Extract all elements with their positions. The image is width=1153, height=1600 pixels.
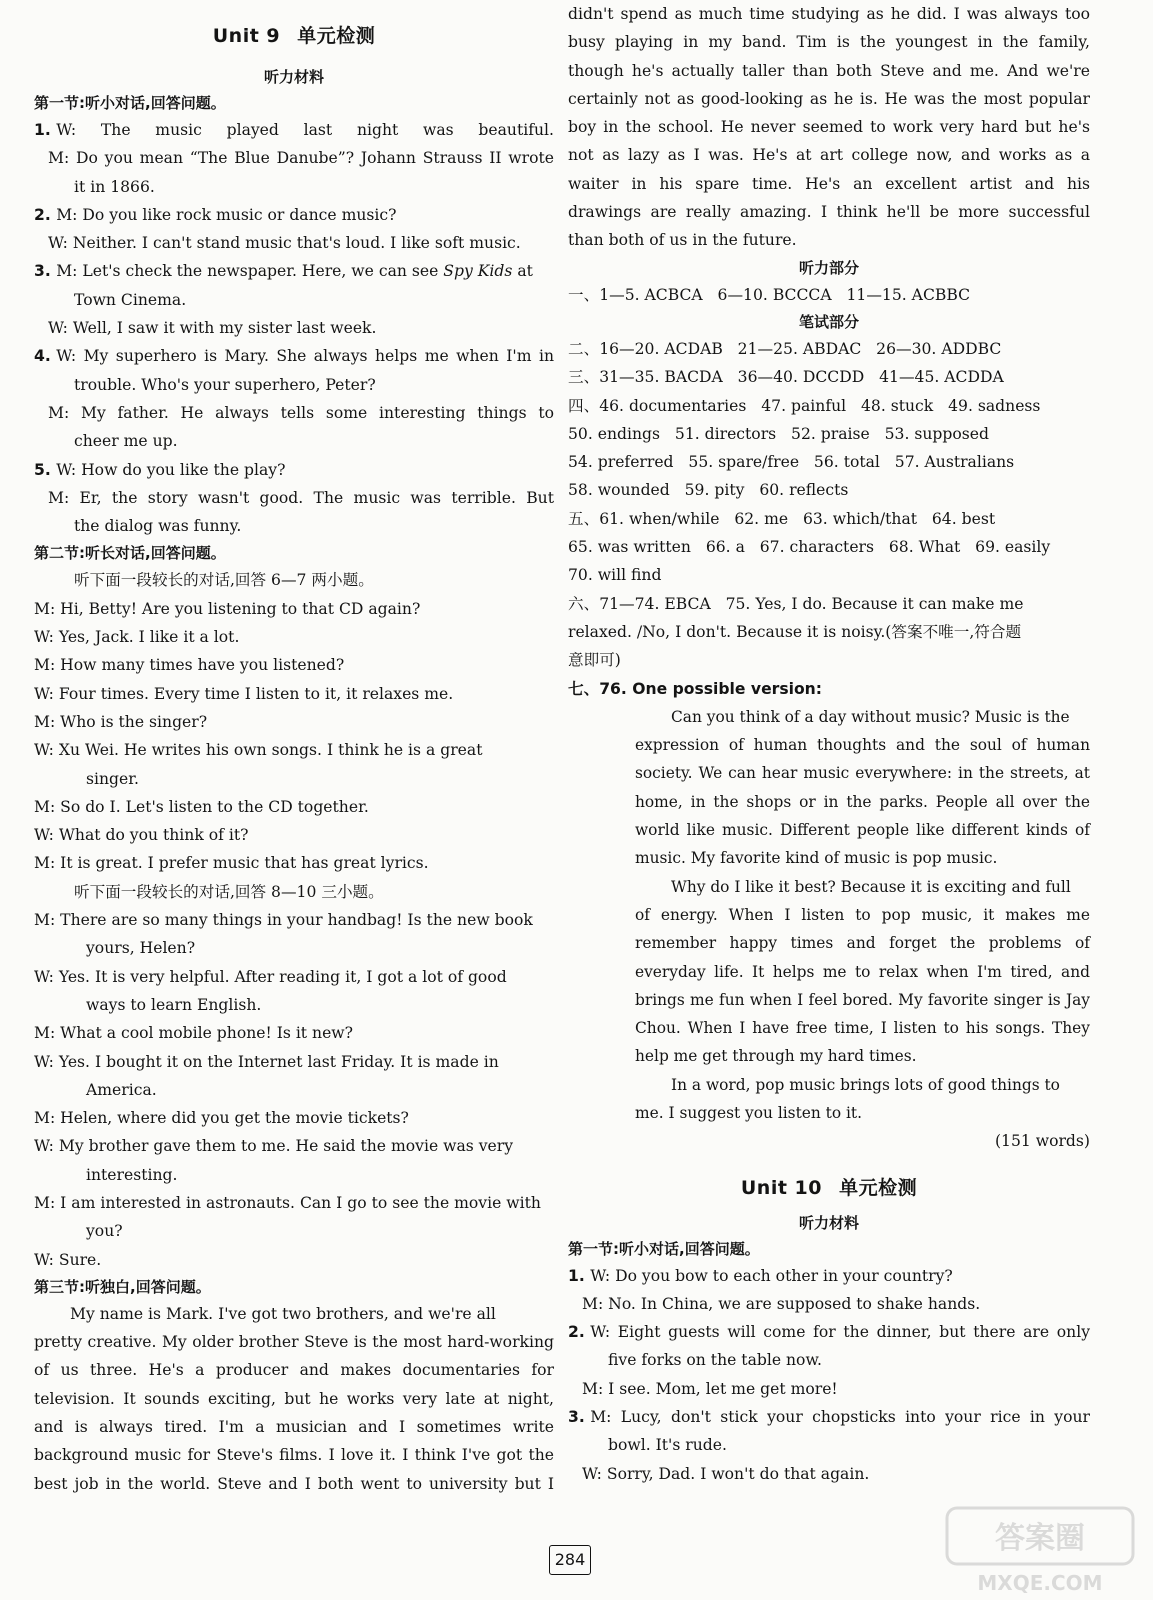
answers-part5-line2: 65. was written 66. a 67. characters 68. What 69. easily [568, 538, 1051, 557]
u10-q2-line: 2. W: Eight guests will come for the dinner, but there are only [568, 1318, 1090, 1346]
unit10-title-unit: Unit 10 [740, 1176, 822, 1199]
q4-w1: W: My superhero is Mary. She always helps me when I'm in [56, 347, 554, 366]
answers-part6-line2: relaxed. /No, I don't. Because it is noisy.(答案不唯一,符合题 [568, 622, 1022, 641]
dialog-1 [34, 595, 554, 878]
q4-m2: cheer me up. [74, 432, 178, 451]
essay-line: home, in the shops or in the parks. People all over the [635, 792, 1090, 811]
dialog-line: yours, Helen? [86, 939, 196, 958]
dialog-line: W: What do you think of it? [34, 826, 249, 845]
monologue-line: busy playing in my band. Tim is the youngest in the family, [568, 33, 1090, 52]
monologue-line: best job in the world. Steve and I both went to university but I [34, 1474, 554, 1493]
monologue-line: certainly not as good-looking as he is. He was the most popular [568, 89, 1090, 108]
essay-line: Why do I like it best? Because it is exciting and full [671, 877, 1071, 896]
q1-m1: M: Do you mean “The Blue Danube”? Johann Strauss II wrote [48, 149, 554, 168]
u10-q1-w: W: Do you bow to each other in your country? [590, 1266, 953, 1285]
dialog-line: M: I am interested in astronauts. Can I go to see the movie with [34, 1193, 541, 1212]
answers-part4-line3: 54. preferred 55. spare/free 56. total 57. Australians [568, 453, 1015, 472]
answers-part4-line4: 58. wounded 59. pity 60. reflects [568, 481, 849, 500]
dialog-line: W: Sure. [34, 1250, 102, 1269]
q3-m1 [56, 257, 554, 285]
u10-q2-w1: W: Eight guests will come for the dinner, but there are only [590, 1323, 1090, 1342]
u10-q1-line: 1. W: Do you bow to each other in your country? [568, 1262, 1090, 1290]
answers-part6-line3: 意即可) [568, 651, 621, 670]
unit10-section1-title: 第一节:听小对话,回答问题。 [568, 1239, 760, 1258]
u10-q3-line: 3. M: Lucy, don't stick your chopsticks into your rice in your [568, 1403, 1090, 1431]
answers-part5-line3: 70. will find [568, 566, 662, 585]
unit10-title [568, 1174, 1090, 1202]
dialog-line: W: Four times. Every time I listen to it, it relaxes me. [34, 684, 454, 703]
q3-line: 3. M: Let's check the newspaper. Here, we can see Spy Kids at [34, 257, 554, 285]
q2-line: 2. M: Do you like rock music or dance music? [34, 201, 554, 229]
monologue-left [34, 1300, 554, 1498]
monologue-line: television. It sounds exciting, but he works very late at night, [34, 1389, 554, 1408]
dialog-line: W: Yes, Jack. I like it a lot. [34, 628, 240, 647]
monologue-line: of us three. He's a producer and makes documentaries for [34, 1361, 554, 1380]
dialog-line: you? [86, 1222, 123, 1241]
answers-part6-line1: 六、71—74. EBCA 75. Yes, I do. Because it can make me [568, 594, 1024, 613]
answers-part4-line2: 50. endings 51. directors 52. praise 53. supposed [568, 424, 989, 443]
dialog-line: M: There are so many things in your handbag! Is the new book [34, 911, 533, 930]
svg-text:答案圈: 答案圈 [995, 1521, 1085, 1556]
q4-w2: trouble. Who's your superhero, Peter? [74, 375, 376, 394]
u10-q3-w: W: Sorry, Dad. I won't do that again. [582, 1464, 870, 1483]
u10-q1-m: M: No. In China, we are supposed to shake hands. [582, 1294, 981, 1313]
monologue-line: didn't spend as much time studying as he did. I was always too [568, 5, 1090, 23]
dialog-line: M: Helen, where did you get the movie tickets? [34, 1109, 409, 1128]
dialog-line: interesting. [86, 1165, 178, 1184]
monologue-line: boy in the school. He never seemed to work very hard but he's [568, 118, 1090, 137]
unit10-listening-materials: 听力材料 [798, 1213, 859, 1232]
monologue-right [568, 0, 1090, 255]
dialog-line: M: It is great. I prefer music that has great lyrics. [34, 854, 429, 873]
q3-movie-title: Spy Kids [443, 262, 513, 281]
dialog-line: W: Yes. It is very helpful. After reading it, I got a lot of good [34, 967, 507, 986]
essay-line: society. We can hear music everywhere: in the streets, at [635, 764, 1090, 783]
unit9-title-cn: 单元检测 [297, 25, 376, 47]
dialog-line: W: Xu Wei. He writes his own songs. I think he is a great [34, 741, 483, 760]
essay-line: music. My favorite kind of music is pop music. [635, 849, 998, 868]
answers-part1: 一、1—5. ACBCA 6—10. BCCCA 11—15. ACBBC [568, 285, 971, 304]
written-part-heading: 笔试部分 [798, 312, 859, 331]
essay-line: everyday life. It helps me to relax when I'm tired, and [635, 962, 1090, 981]
answers-part5-line1: 五、61. when/while 62. me 63. which/that 64. best [568, 509, 996, 528]
unit9-listening-materials: 听力材料 [263, 68, 324, 86]
page-number: 284 [549, 1545, 591, 1575]
monologue-line: not as lazy as I was. He's at art college now, and works as a [568, 146, 1090, 165]
monologue-line: and is always tired. I'm a musician and I sometimes write [34, 1418, 554, 1437]
q2-w: W: Neither. I can't stand music that's loud. I like soft music. [48, 234, 521, 253]
monologue-line: drawings are really amazing. I think he'll be more successful [568, 203, 1090, 222]
essay-line: of energy. When I listen to pop music, it makes me [635, 905, 1090, 924]
sample-essay [568, 703, 1090, 1127]
q3-m2: Town Cinema. [74, 290, 187, 309]
essay-line: me. I suggest you listen to it. [635, 1103, 863, 1122]
q1-w: W: The music played last night was beautiful. [56, 121, 554, 139]
dialog-line: ways to learn English. [86, 995, 262, 1014]
answers-part3: 三、31—35. BACDA 36—40. DCCDD 41—45. ACDDA [568, 368, 1004, 387]
essay-line: Can you think of a day without music? Music is the [671, 707, 1070, 726]
dialog-line: M: How many times have you listened? [34, 656, 345, 675]
q5-m2: the dialog was funny. [74, 517, 242, 536]
essay-line: brings me fun when I feel bored. My favorite singer is Jay [635, 990, 1090, 1009]
dialog-2 [34, 906, 554, 1274]
monologue-line: though he's actually taller than both Steve and me. And we're [568, 61, 1090, 80]
dialog-line: M: Hi, Betty! Are you listening to that CD again? [34, 599, 421, 618]
essay-line: help me get through my hard times. [635, 1047, 917, 1066]
monologue-line: pretty creative. My older brother Steve is the most hard-working [34, 1333, 554, 1352]
answers-part4-line1: 四、46. documentaries 47. painful 48. stuck 49. sadness [568, 396, 1041, 415]
answers-part2: 二、16—20. ACDAB 21—25. ABDAC 26—30. ADDBC [568, 339, 1002, 358]
q5-w: W: How do you like the play? [56, 460, 286, 479]
u10-q2-w2: five forks on the table now. [608, 1351, 822, 1370]
q1-m2: it in 1866. [74, 177, 155, 196]
u10-q2-m: M: I see. Mom, let me get more! [582, 1379, 838, 1398]
dialog-line: M: So do I. Let's listen to the CD together. [34, 797, 369, 816]
q4-m1: M: My father. He always tells some interesting things to [48, 403, 554, 422]
q5-line: 5. W: How do you like the play? [34, 456, 554, 484]
dialog-line: W: Yes. I bought it on the Internet last Friday. It is made in [34, 1052, 499, 1071]
essay-line: world like music. Different people like different kinds of [635, 821, 1090, 840]
left-column [34, 0, 554, 1498]
monologue-line: than both of us in the future. [568, 231, 797, 250]
monologue-line: My name is Mark. I've got two brothers, and we're all [70, 1304, 496, 1323]
dialog-line: America. [86, 1080, 157, 1099]
essay-line: Chou. When I have free time, I listen to his songs. They [635, 1019, 1090, 1038]
q3-w: W: Well, I saw it with my sister last week. [48, 319, 377, 338]
dialog-line: M: Who is the singer? [34, 712, 208, 731]
monologue-line: waiter in his spare time. He's an excellent artist and his [568, 174, 1090, 193]
monologue-line: background music for Steve's films. I love it. I think I've got the [34, 1446, 554, 1465]
listening-part-heading: 听力部分 [798, 258, 859, 277]
right-column [568, 0, 1090, 1488]
essay-line: remember happy times and forget the problems of [635, 934, 1090, 953]
q5-m1: M: Er, the story wasn't good. The music was terrible. But [48, 488, 554, 507]
q4-line: 4. W: My superhero is Mary. She always helps me when I'm in [34, 342, 554, 370]
dialog-line: singer. [86, 769, 139, 788]
unit10-title-cn: 单元检测 [839, 1176, 918, 1199]
unit9-title-unit: Unit 9 [212, 25, 281, 47]
essay-line: expression of human thoughts and the soul of human [635, 736, 1090, 755]
q3-m1-a: M: Let's check the newspaper. Here, we can see [56, 262, 444, 281]
u10-q3-m1: M: Lucy, don't stick your chopsticks into your rice in your [590, 1408, 1090, 1427]
unit9-section1-title: 第一节:听小对话,回答问题。 [34, 94, 226, 112]
q3-m1-b: at [512, 262, 533, 281]
unit9-section3-title: 第三节:听独白,回答问题。 [34, 1277, 211, 1296]
q1-line: 1. W: The music played last night was beautiful. [34, 116, 554, 144]
word-count: (151 words) [994, 1132, 1090, 1151]
section2-intro1: 听下面一段较长的对话,回答 6—7 两小题。 [74, 571, 374, 590]
watermark-logo [945, 1504, 1135, 1596]
essay-line: In a word, pop music brings lots of good things to [671, 1075, 1060, 1094]
u10-q3-m2: bowl. It's rude. [608, 1436, 727, 1455]
unit9-title [34, 22, 554, 50]
svg-text:MXQE.COM: MXQE.COM [977, 1571, 1103, 1595]
section2-intro2: 听下面一段较长的对话,回答 8—10 三小题。 [74, 882, 384, 901]
q2-m: M: Do you like rock music or dance music? [56, 205, 397, 224]
dialog-line: W: My brother gave them to me. He said the movie was very [34, 1137, 514, 1156]
answers-part7-label: 七、76. One possible version: [568, 679, 823, 698]
unit9-section2-title: 第二节:听长对话,回答问题。 [34, 544, 226, 563]
dialog-line: M: What a cool mobile phone! Is it new? [34, 1024, 354, 1043]
